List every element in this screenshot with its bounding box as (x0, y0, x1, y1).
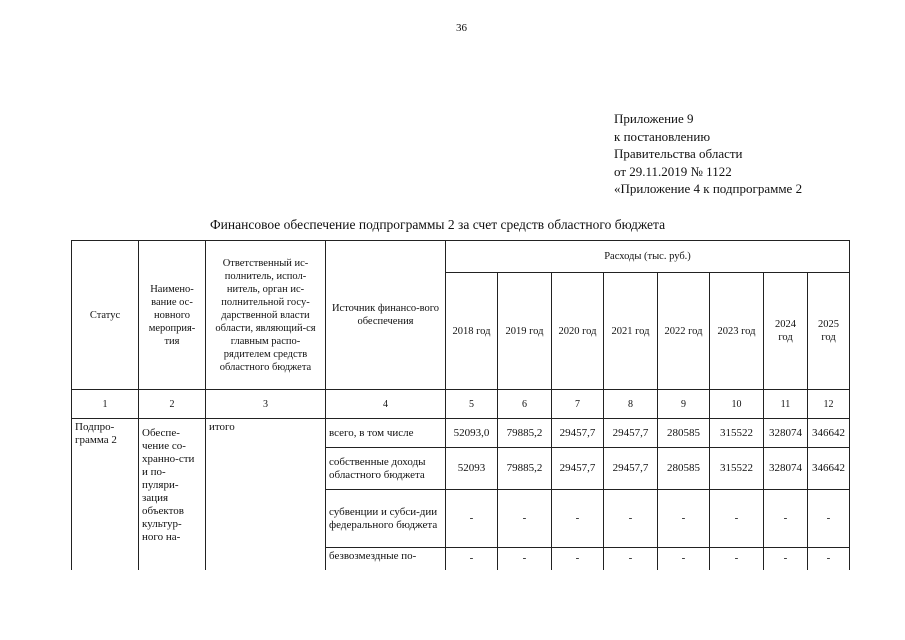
value-cell: - (446, 548, 498, 570)
header-year: 2021 год (604, 273, 658, 390)
appendix-line: Правительства области (614, 146, 743, 161)
value-cell: - (764, 548, 808, 570)
column-number-row (72, 390, 850, 419)
column-number: 6 (498, 390, 552, 419)
source-cell: всего, в том числе (326, 419, 446, 448)
column-number: 7 (552, 390, 604, 419)
column-number: 11 (764, 390, 808, 419)
value-cell: - (498, 490, 552, 548)
value-cell: - (446, 490, 498, 548)
table-row (72, 419, 850, 448)
column-number: 9 (658, 390, 710, 419)
appendix-line: «Приложение 4 к подпрограмме 2 (614, 181, 803, 196)
value-cell: - (658, 490, 710, 548)
value-cell: 29457,7 (552, 419, 604, 448)
value-cell: - (710, 490, 764, 548)
header-year: 2025 год (808, 273, 850, 390)
header-year: 2018 год (446, 273, 498, 390)
header-year: 2023 год (710, 273, 764, 390)
value-cell: 280585 (658, 419, 710, 448)
value-cell: - (710, 548, 764, 570)
column-number: 5 (446, 390, 498, 419)
value-cell: - (604, 548, 658, 570)
value-cell: 328074 (764, 419, 808, 448)
value-cell: - (498, 548, 552, 570)
header-source: Источник финансо-вого обеспечения (326, 241, 446, 390)
value-cell: - (604, 490, 658, 548)
value-cell: 52093 (446, 448, 498, 490)
financing-table (71, 240, 850, 570)
header-year: 2024 год (764, 273, 808, 390)
value-cell: - (658, 548, 710, 570)
appendix-line: от 29.11.2019 № 1122 (614, 163, 732, 179)
header-status: Статус (72, 241, 139, 390)
column-number: 12 (808, 390, 850, 419)
column-number: 4 (326, 390, 446, 419)
value-cell: 315522 (710, 419, 764, 448)
value-cell: 29457,7 (604, 448, 658, 490)
value-cell: 315522 (710, 448, 764, 490)
page-number: 36 (456, 22, 467, 34)
event-name-cell: Обеспе-чение со-хранно-сти и по-пуляри-зация объектов культур-ного на- (139, 419, 206, 570)
column-number: 8 (604, 390, 658, 419)
appendix-line: Приложение 9 (614, 111, 694, 126)
value-cell: - (552, 548, 604, 570)
status-cell: Подпро-грамма 2 (72, 419, 139, 570)
source-cell: собственные доходы областного бюджета (326, 448, 446, 490)
value-cell: 280585 (658, 448, 710, 490)
value-cell: 29457,7 (552, 448, 604, 490)
value-cell: 79885,2 (498, 448, 552, 490)
value-cell: 79885,2 (498, 419, 552, 448)
header-executor: Ответственный ис-полнитель, испол-нитель, орган ис-полнительной госу-дарственной власти области, являющий-ся главным распо-рядителем средств областного бюджета (206, 241, 326, 390)
source-cell: безвозмездные по- (326, 548, 446, 570)
value-cell: 52093,0 (446, 419, 498, 448)
column-number: 10 (710, 390, 764, 419)
source-cell: субвенции и субси-дии федерального бюджета (326, 490, 446, 548)
value-cell: 346642 (808, 448, 850, 490)
column-number: 1 (72, 390, 139, 419)
value-cell: 328074 (764, 448, 808, 490)
value-cell: - (808, 548, 850, 570)
column-number: 3 (206, 390, 326, 419)
value-cell: - (764, 490, 808, 548)
table-header-row (72, 241, 850, 273)
appendix-line: к постановлению (614, 128, 711, 144)
value-cell: - (552, 490, 604, 548)
appendix-note (614, 110, 802, 198)
header-year: 2020 год (552, 273, 604, 390)
column-number: 2 (139, 390, 206, 419)
header-year: 2019 год (498, 273, 552, 390)
value-cell: 29457,7 (604, 419, 658, 448)
header-year: 2022 год (658, 273, 710, 390)
header-expenses: Расходы (тыс. руб.) (446, 241, 850, 273)
value-cell: 346642 (808, 419, 850, 448)
value-cell: - (808, 490, 850, 548)
executor-cell: итого (206, 419, 326, 570)
header-event-name: Наимено-вание ос-новного мероприя-тия (139, 241, 206, 390)
document-title: Финансовое обеспечение подпрограммы 2 за счет средств областного бюджета (210, 217, 666, 232)
